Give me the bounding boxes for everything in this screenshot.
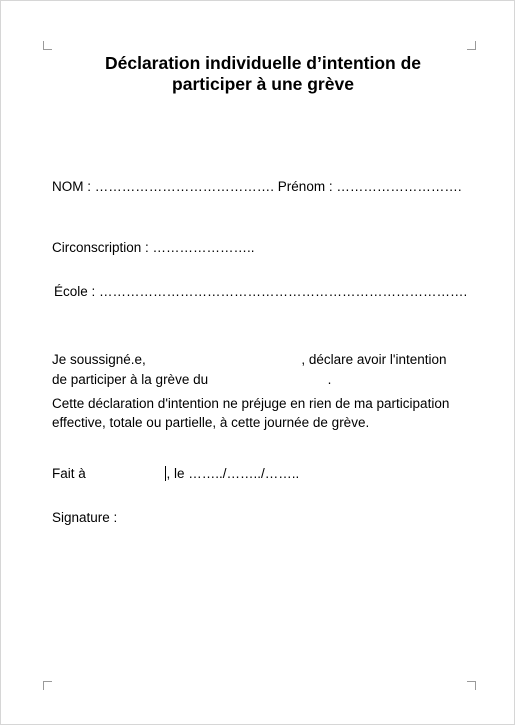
circonscription-field[interactable]: ………………….. [152, 240, 255, 255]
text-cursor [165, 466, 166, 481]
prenom-label: Prénom : [277, 179, 333, 194]
soussigne-label: Je soussigné.e, [52, 352, 146, 367]
title-line-1: Déclaration individuelle d’intention de [104, 53, 421, 73]
page-corner-mark [467, 41, 476, 50]
document-title [61, 53, 465, 95]
fait-a-label: Fait à [52, 466, 86, 481]
nom-field[interactable]: …………………………………. [94, 179, 275, 194]
circonscription-label: Circonscription : [52, 240, 149, 255]
page-corner-mark [43, 681, 52, 690]
nom-label: NOM : [52, 179, 91, 194]
title-line-2: participer à une grève [172, 74, 354, 94]
fait-a-line [52, 465, 299, 483]
participer-line [52, 371, 331, 389]
date-text[interactable]: , le ……../……../…….. [166, 466, 300, 481]
ecole-label: École : [54, 284, 96, 299]
paragraph-line-1: Cette déclaration d'intention ne préjuge en rien de ma participation [52, 396, 450, 411]
nom-prenom-line [52, 178, 462, 196]
signature-label: Signature : [52, 510, 118, 525]
paragraph-line-2: effective, totale ou partielle, à cette journée de grève. [52, 415, 370, 430]
participer-text: de participer à la grève du [52, 372, 209, 387]
ecole-field[interactable]: ………………………………………………………………………. [99, 284, 468, 299]
page-corner-mark [467, 681, 476, 690]
prenom-field[interactable]: ………………………. [336, 179, 462, 194]
page-corner-mark [43, 41, 52, 50]
circonscription-line [52, 239, 255, 257]
declare-text: , déclare avoir l'intention [301, 352, 447, 367]
ecole-line [54, 283, 467, 301]
participer-end: . [327, 372, 332, 387]
soussigne-line [52, 351, 447, 369]
